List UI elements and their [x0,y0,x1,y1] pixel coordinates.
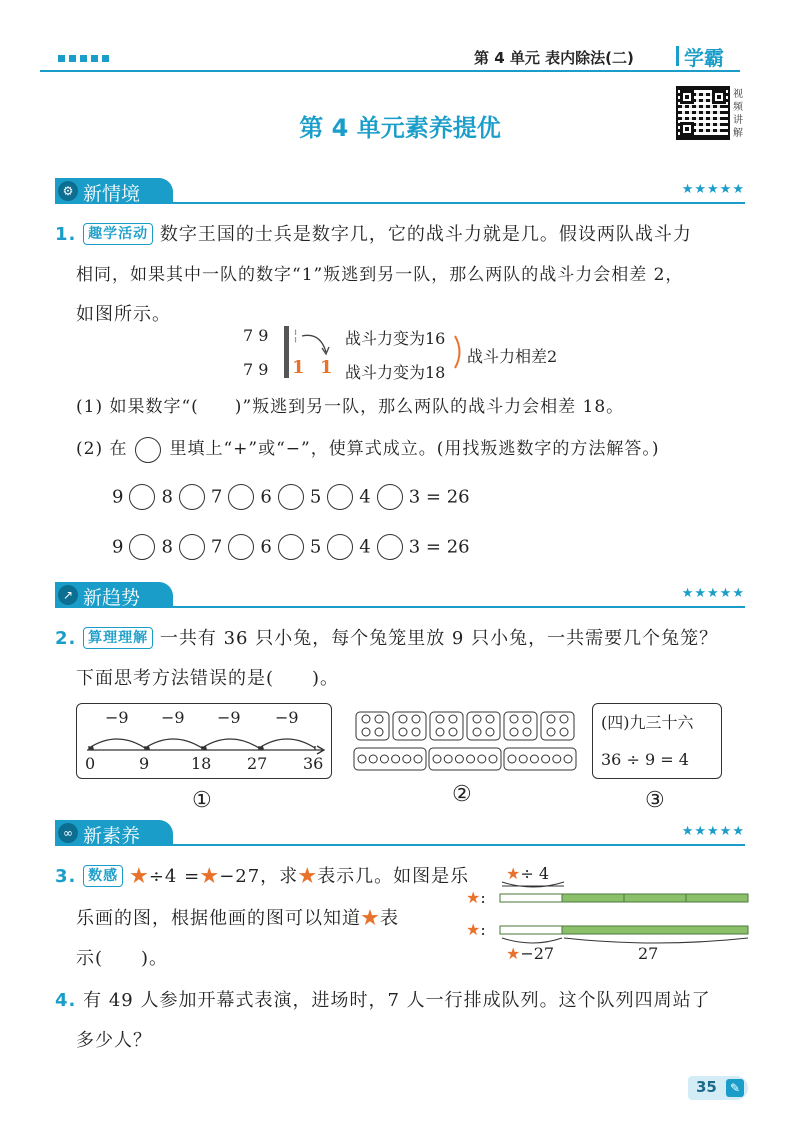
rabbit-dot [414,755,422,763]
rabbit-dot [473,728,481,736]
link-icon: ∞ [58,823,78,843]
rabbit-dot [467,755,475,763]
sub2-suffix: 里填上“+”或“−”，使算式成立。(用找叛逃数字的方法解答。) [169,439,660,459]
rabbit-dot [362,715,370,723]
rabbit-dot [449,728,457,736]
brand-logo: 学霸 [684,46,724,70]
qr-label: 视频讲解 [733,89,743,139]
moved-digit-right: 1 [320,357,333,378]
text: 表 [380,908,399,929]
header-decoration [58,55,109,62]
tick-label: 0 [85,754,96,773]
row1-digits: 7 9 [243,326,269,345]
row1-power-text: 战斗力变为16 [345,329,446,348]
answer-circle[interactable] [129,484,155,510]
star-icon: ★ [129,866,149,887]
equation-1 [112,484,470,510]
rabbit-dot [473,715,481,723]
section-name: 新素养 [83,825,141,847]
question-text: 一共有 36 只小兔，每个兔笼里放 9 只小兔，一共需要几个兔笼？ [159,628,719,649]
question-1-line1 [55,216,755,254]
question-1-sub2 [76,430,660,468]
section-name: 新情境 [83,183,141,205]
colon: : [480,888,486,907]
question-number: 1. [55,224,77,245]
tick-label: 9 [139,754,150,773]
rabbit-groups [352,710,580,774]
rabbit-dot [358,755,366,763]
text: ÷4 = [148,866,201,887]
eq-number: 8 [161,536,173,558]
header-rule [40,70,740,72]
rhyme-text: (四)九三十六 [601,713,694,732]
question-tag: 趣学活动 [83,223,153,245]
star-icon: ★ [298,866,318,887]
rabbit-dot [542,755,550,763]
section-header-new-context [55,178,745,206]
rabbit-dot [510,728,518,736]
rabbit-dot [530,755,538,763]
rabbit-dot [403,755,411,763]
dashed-digit: ¦ [293,326,299,344]
question-3-line3: 示( )。 [76,948,169,969]
rabbit-dot [392,755,400,763]
unit-title: 第 4 单元 表内除法(二) [474,49,634,67]
difficulty-stars: ★★★★★ [681,824,745,839]
answer-circle[interactable] [278,534,304,560]
rabbit-dot [369,755,377,763]
rabbit-dot [547,715,555,723]
eq-number: 9 [112,536,124,558]
cage [393,712,426,740]
rabbit-dot [486,715,494,723]
page-title: 第 4 单元素养提优 [299,114,501,142]
rabbit-dot [399,715,407,723]
eq-number: 6 [260,536,272,558]
star-icon: ★ [466,920,481,939]
bottom-right-label: 27 [638,944,659,963]
difficulty-stars: ★★★★★ [681,182,745,197]
moved-digit-left: 1 [292,357,305,378]
rabbit-dot [508,755,516,763]
eq-number: 5 [309,486,322,508]
rabbit-dot [380,755,388,763]
answer-circle[interactable] [327,484,353,510]
rabbit-dot [375,728,383,736]
rabbit-dot [489,755,497,763]
answer-circle[interactable] [179,484,205,510]
answer-circle[interactable] [278,484,304,510]
eq-number: 7 [210,486,223,508]
rabbit-dot [560,728,568,736]
rabbit-dot [455,755,463,763]
question-number: 3. [55,866,77,887]
number-line-box [76,703,332,779]
rabbit-dot [547,728,555,736]
question-1-line2: 相同，如果其中一队的数字“1”叛逃到另一队，那么两队的战斗力会相差 2， [76,265,684,285]
rabbit-dot [433,755,441,763]
eq-number: 5 [309,536,322,558]
star-icon: ★ [506,864,521,883]
step-label: −9 [105,708,129,727]
minus-label: −27 [520,944,555,963]
sub2-prefix: (2) 在 [76,439,128,459]
cage [467,712,500,740]
multiplication-rhyme-box [592,703,722,779]
difference-text: 战斗力相差2 [467,347,558,366]
tick-label: 36 [303,754,324,773]
question-2-line1 [55,620,765,658]
cage [541,712,574,740]
page-number-tab [688,1076,748,1100]
gear-icon: ⚙ [58,181,78,201]
rabbit-dot [523,728,531,736]
rabbit-dot [564,755,572,763]
answer-circle[interactable] [129,534,155,560]
rabbit-dot [444,755,452,763]
star-icon: ★ [361,908,380,929]
qr-code[interactable] [676,86,730,140]
rabbit-dot [478,755,486,763]
arrow-icon: ↗ [58,585,78,605]
cage [504,712,537,740]
question-1-line3: 如图所示。 [76,304,171,325]
row-label-1 [466,888,486,907]
row-label-2 [466,920,486,939]
bar-model-diagram [466,858,756,968]
option-label-3: ③ [645,788,665,813]
page-number: 35 [696,1078,717,1096]
cage [356,712,389,740]
answer-circle[interactable] [179,534,205,560]
star-icon: ★ [506,944,521,963]
colon: : [480,920,486,939]
rabbit-dot [399,728,407,736]
eq-number: 7 [210,536,223,558]
text: 乐画的图，根据他画的图可以知道 [76,908,361,929]
section-name: 新趋势 [83,587,141,609]
step-label: −9 [217,708,241,727]
question-number: 4. [55,990,77,1011]
divide-label: ÷ 4 [520,864,550,883]
answer-circle[interactable] [228,534,254,560]
division-equation: 36 ÷ 9 = 4 [601,750,689,769]
eq-result: 3 = 26 [408,486,470,508]
answer-circle[interactable] [377,534,403,560]
difficulty-stars: ★★★★★ [681,586,745,601]
star-icon: ★ [200,866,220,887]
cage [430,712,463,740]
text: 表示几。如图是乐 [317,866,470,887]
question-1-sub1: (1) 如果数字“( )”叛逃到另一队，那么两队的战斗力会相差 18。 [76,397,625,417]
rabbit-dot [560,715,568,723]
answer-circle[interactable] [327,534,353,560]
eq-number: 4 [359,536,371,558]
question-3-line1 [55,858,469,896]
text: −27，求 [219,866,299,887]
section-header-new-trend [55,582,745,610]
rabbit-dot [519,755,527,763]
move-arrow [298,330,338,360]
question-number: 2. [55,628,77,649]
star-icon: ★ [466,888,481,907]
question-tag: 算理理解 [83,627,153,649]
rabbit-dot [553,755,561,763]
step-label: −9 [275,708,299,727]
section-header-new-literacy [55,820,745,848]
rabbit-dot [510,715,518,723]
tick-label: 27 [247,754,268,773]
equation-2 [112,534,470,560]
rabbit-dot [412,715,420,723]
header-divider [676,46,679,66]
answer-circle-sample [135,437,161,463]
eq-number: 6 [260,486,272,508]
rabbit-dot [436,728,444,736]
answer-circle[interactable] [228,484,254,510]
rabbit-dot [362,728,370,736]
question-tag: 数感 [83,865,123,887]
row2-power-text: 战斗力变为18 [345,363,446,382]
tick-label: 18 [191,754,212,773]
question-4-line2: 多少人？ [76,1030,152,1051]
rabbit-dot [375,715,383,723]
rabbit-dot [436,715,444,723]
question-3-line2 [76,900,399,938]
question-2-line2: 下面思考方法错误的是( )。 [76,668,340,689]
eq-number: 8 [161,486,173,508]
eq-result: 3 = 26 [408,536,470,558]
bottom-left-label [506,944,554,963]
row2-digits: 7 9 [243,360,269,379]
option-label-1: ① [192,788,212,813]
divider-bar [284,326,289,378]
rabbit-dot [449,715,457,723]
dot-grid [352,710,580,774]
rabbit-dot [412,728,420,736]
rabbit-dot [486,728,494,736]
step-label: −9 [161,708,185,727]
eq-number: 4 [359,486,371,508]
difference-brace [452,334,466,370]
rabbit-dot [523,715,531,723]
answer-circle[interactable] [377,484,403,510]
question-text: 有 49 人参加开幕式表演，进场时，7 人一行排成队列。这个队列四周站了 [83,990,711,1011]
option-label-2: ② [452,782,472,807]
eq-number: 9 [112,486,124,508]
pencil-icon: ✎ [726,1079,744,1097]
question-4-line1 [55,982,711,1020]
question-text: 数字王国的士兵是数字几，它的战斗力就是几。假设两队战斗力 [159,224,692,245]
